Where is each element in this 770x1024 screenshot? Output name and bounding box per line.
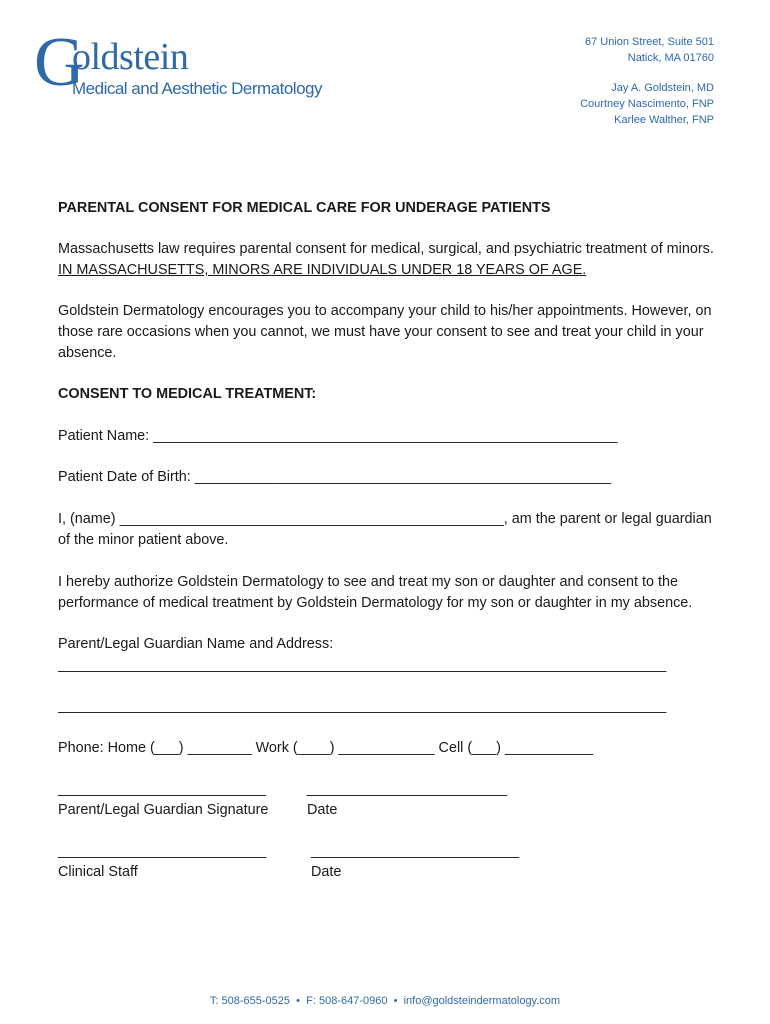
date-label: Date [307,802,338,818]
footer-fax: F: 508-647-0960 [306,995,388,1007]
footer-email[interactable]: info@goldsteindermatology.com [403,995,561,1007]
signature-field[interactable]: __________________________ [58,781,267,797]
phone-fields[interactable]: Phone: Home (___) ________ Work (____) ____________ Cell (___) ___________ [58,740,593,756]
form-title: PARENTAL CONSENT FOR MEDICAL CARE FOR UNDERAGE PATIENTS [58,200,551,216]
date-label: Date [311,864,342,880]
authorization-paragraph: I hereby authorize Goldstein Dermatology to see and treat my son or daughter and consent to the performance of medical treatment by Goldstein Dermatology for my son or daughter in my absence. [58,574,693,611]
footer-separator: • [393,995,398,1007]
intro-paragraph: Goldstein Dermatology encourages you to accompany your child to his/her appointments. However, on those rare occasions when you cannot, we must have your consent to see and treat your child in your absence. [58,303,712,361]
practice-logo [34,24,324,104]
staff-signature-row [58,841,718,883]
practice-address-block [580,34,714,128]
provider-name: Jay A. Goldstein, MD [611,82,714,94]
footer-phone: T: 508-655-0525 [209,995,291,1007]
law-paragraph [58,239,718,281]
consent-form-body [58,198,718,883]
law-text: Massachusetts law requires parental consent for medical, surgical, and psychiatric treatment of minors. [58,241,714,257]
provider-name: Courtney Nascimento, FNP [580,98,714,110]
patient-name-field[interactable]: Patient Name: __________________________________________________________ [58,428,618,444]
street-address: 67 Union Street, Suite 501 [584,36,714,48]
logo-name: oldstein [72,36,189,78]
consent-heading: CONSENT TO MEDICAL TREATMENT: [58,386,317,402]
footer-separator: • [296,995,301,1007]
guardian-statement[interactable]: I, (name) ________________________________________________, am the parent or legal guardian of the minor patient above. [58,511,712,548]
provider-name: Karlee Walther, FNP [614,114,714,126]
patient-dob-field[interactable]: Patient Date of Birth: ____________________________________________________ [58,469,611,485]
signature-label: Parent/Legal Guardian Signature [58,802,269,818]
guardian-address-line[interactable]: ____________________________________________________________________________ [58,657,667,673]
date-field[interactable]: _________________________ [307,781,508,797]
staff-signature-field[interactable]: __________________________ [58,843,267,859]
logo-letter: G [34,24,85,101]
guardian-address-label: Parent/Legal Guardian Name and Address: [58,636,334,652]
staff-label: Clinical Staff [58,864,138,880]
contact-footer [0,995,770,1007]
minor-age-notice: IN MASSACHUSETTS, MINORS ARE INDIVIDUALS UNDER 18 YEARS OF AGE. [58,262,587,278]
guardian-address-line[interactable]: ____________________________________________________________________________ [58,698,667,714]
city-address: Natick, MA 01760 [627,52,714,64]
logo-subtitle: Medical and Aesthetic Dermatology [72,79,322,98]
guardian-signature-row [58,779,718,821]
staff-date-field[interactable]: __________________________ [311,843,520,859]
